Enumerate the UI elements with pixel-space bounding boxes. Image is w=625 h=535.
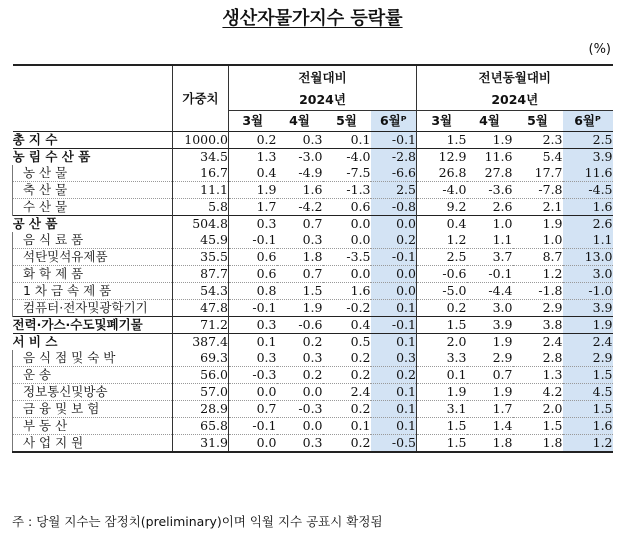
weight-cell: 387.4 [173,334,229,351]
mom-cell: -2.8 [371,149,417,166]
mom-cell: 0.3 [371,350,417,367]
mom-cell: 0.6 [229,266,277,283]
yoy-cell: 4.2 [513,384,563,401]
mom-cell: 0.1 [371,300,417,317]
weight-cell: 16.7 [173,165,229,182]
mom-cell: -0.1 [229,300,277,317]
yoy-cell: 11.6 [563,165,613,182]
mom-cell: 0.2 [323,350,371,367]
mom-cell: 1.6 [323,283,371,300]
yoy-cell: 2.9 [563,350,613,367]
yoy-cell: 0.7 [467,367,513,384]
yoy-cell: 1.5 [513,418,563,435]
mom-cell: 0.0 [371,266,417,283]
table-row [13,367,613,384]
yoy-cell: 2.6 [563,216,613,233]
table-row [13,165,613,182]
mom-cell: 0.4 [350,317,371,332]
mom-cell: -0.5 [371,435,417,453]
row-label: 수 산 물 [13,199,173,216]
yoy-cell: -0.6 [417,266,467,283]
yoy-cell: 3.0 [563,266,613,283]
yoy-cell: 1.5 [417,132,467,149]
mom-cell: 0.3 [229,317,277,334]
yoy-cell: 1.6 [563,418,613,435]
mom-cell: -0.3 [277,401,323,418]
yoy-cell: 3.0 [492,300,513,315]
mom-cell: 0.0 [350,216,371,231]
mom-cell: 0.3 [302,435,323,450]
weight-cell: 31.9 [173,435,229,453]
table-row [13,435,613,453]
mom-cell: -0.1 [229,418,277,435]
mom-cell: 0.3 [229,350,277,367]
table-row [13,418,613,435]
yoy-cell: 1.9 [563,317,613,334]
mom-cell: 0.1 [371,384,417,401]
mom-cell: 0.5 [350,334,371,349]
yoy-cell: 13.0 [563,249,613,266]
yoy-cell: 1.2 [563,435,613,453]
yoy-cell: 3.9 [563,300,613,317]
yoy-cell: -4.0 [417,182,467,199]
table-row [13,249,613,266]
row-label: 석탄및석유제품 [13,249,173,266]
mom-cell: -3.5 [323,249,371,266]
mom-cell: -0.8 [371,199,417,216]
price-index-table [12,64,613,453]
yoy-cell: 1.5 [563,367,613,384]
mom-cell: 0.0 [323,266,371,283]
yoy-cell: 0.2 [417,300,467,317]
yoy-cell: 1.6 [563,199,613,216]
table-row [13,384,613,401]
table-body [13,132,613,453]
yoy-cell: 1.5 [417,317,467,334]
mom-cell: 0.0 [229,384,277,401]
mom-cell: -4.2 [298,199,323,214]
header-blank [13,65,173,132]
header-weight: 가중치 [173,65,229,132]
footnote: 주 : 당월 지수는 잠정치(preliminary)이며 익월 지수 공표시 확정됨 [12,514,383,529]
mom-cell: 0.1 [323,418,371,435]
mom-cell: 0.1 [350,132,371,147]
mom-cell: -4.9 [277,165,323,182]
yoy-cell: 5.4 [542,149,563,164]
weight-cell: 504.8 [173,216,229,233]
mom-cell: 0.6 [229,249,277,266]
mom-cell: 2.4 [323,384,371,401]
mom-cell: 0.2 [277,367,323,384]
mom-cell: 0.0 [277,384,323,401]
yoy-cell: -1.8 [513,283,563,300]
table-row [13,232,613,249]
row-label: 농 림 수 산 품 [12,149,91,164]
mom-cell: 0.3 [277,350,323,367]
mom-cell: 0.2 [323,367,371,384]
mom-cell: 0.8 [229,283,277,300]
yoy-cell: 1.2 [417,232,467,249]
mom-cell: 0.2 [229,132,277,149]
yoy-cell: 1.4 [467,418,513,435]
header-month: 3월 [229,111,277,132]
mom-cell: 0.7 [229,401,277,418]
unit-label: (%) [588,42,611,57]
yoy-cell: 1.0 [513,232,563,249]
mom-cell: 0.2 [371,367,417,384]
yoy-cell: 1.2 [513,266,563,283]
header-month: 5월 [336,113,357,128]
yoy-cell: 2.8 [513,350,563,367]
mom-cell: -4.0 [346,149,371,164]
mom-cell: 0.3 [302,132,323,147]
yoy-cell: 1.5 [417,435,467,453]
mom-cell: 0.2 [323,401,371,418]
yoy-cell: 1.8 [542,435,563,450]
mom-cell: 1.6 [277,182,323,199]
mom-cell: -0.3 [229,367,277,384]
yoy-cell: 2.9 [542,300,563,315]
weight-cell: 54.3 [173,283,229,300]
yoy-cell: 0.1 [417,367,467,384]
yoy-cell: -5.0 [417,283,467,300]
header-year-yoy: 2024년 [417,90,613,111]
weight-cell: 87.7 [173,266,229,283]
row-label: 공 산 품 [12,216,58,231]
weight-cell: 56.0 [173,367,229,384]
weight-cell: 65.8 [173,418,229,435]
yoy-cell: 2.0 [513,401,563,418]
mom-cell: 0.2 [350,435,371,450]
mom-cell: 0.6 [350,199,371,214]
table-row [13,216,613,233]
yoy-cell: 1.9 [467,384,513,401]
mom-cell: 0.0 [371,216,417,233]
mom-cell: -0.2 [346,300,371,315]
yoy-cell: 3.3 [417,350,467,367]
row-label: 금 융 및 보 험 [13,401,173,418]
row-label: 전력·가스·수도및폐기물 [12,317,143,332]
mom-cell: -3.0 [298,149,323,164]
row-label: 음 식 료 품 [13,232,173,249]
yoy-cell: 1.1 [563,232,613,249]
yoy-cell: 3.9 [563,149,613,166]
mom-cell: 0.3 [277,232,323,249]
mom-cell: 2.5 [371,182,417,199]
table-header [13,65,613,132]
mom-cell: 0.1 [229,334,277,351]
row-label: 사 업 지 원 [13,435,173,453]
weight-cell: 57.0 [173,384,229,401]
mom-cell: -7.5 [323,165,371,182]
yoy-cell: 4.5 [563,384,613,401]
yoy-cell: 0.4 [417,216,467,233]
mom-cell: 0.1 [371,334,417,351]
weight-cell: 34.5 [173,149,229,166]
weight-cell: 35.5 [173,249,229,266]
table-row [13,182,613,199]
weight-cell: 1000.0 [173,132,229,149]
mom-cell: 0.2 [371,232,417,249]
mom-cell: 1.9 [302,300,323,315]
mom-cell: 1.8 [277,249,323,266]
yoy-cell: -3.6 [467,182,513,199]
yoy-cell: -4.4 [467,283,513,300]
yoy-cell: 2.5 [417,249,467,266]
yoy-cell: 1.5 [417,418,467,435]
mom-cell: 0.0 [371,283,417,300]
yoy-cell: 1.7 [467,401,513,418]
mom-cell: 0.0 [323,232,371,249]
mom-cell: 0.1 [371,418,417,435]
row-label: 축 산 물 [13,182,173,199]
yoy-cell: 3.9 [492,317,513,332]
table-row [13,149,613,166]
yoy-cell: 1.5 [563,401,613,418]
table-row [13,300,613,317]
table-row [13,334,613,351]
table-row [13,401,613,418]
yoy-cell: 2.1 [542,199,563,214]
mom-cell: -1.3 [323,182,371,199]
mom-cell: 0.0 [277,418,323,435]
header-month: 4월 [289,113,310,128]
yoy-cell: -7.8 [513,182,563,199]
header-yoy: 전년동월대비 [417,65,613,90]
yoy-cell: 2.3 [542,132,563,147]
header-month: 6월ᴾ [563,111,613,132]
header-month: 4월 [479,113,500,128]
table-row [13,317,613,334]
yoy-cell: 1.9 [542,216,563,231]
mom-cell: -0.1 [229,232,277,249]
yoy-cell: 11.6 [484,149,513,164]
mom-cell: 0.7 [302,216,323,231]
header-mom: 전월대비 [229,65,417,90]
mom-cell: 0.4 [229,165,277,182]
mom-cell: 0.0 [229,435,277,453]
header-month: 3월 [417,111,467,132]
yoy-cell: 8.7 [513,249,563,266]
row-label: 1 차 금 속 제 품 [13,283,173,300]
header-month: 6월ᴾ [371,111,417,132]
mom-cell: -6.6 [371,165,417,182]
yoy-cell: -4.5 [563,182,613,199]
weight-cell: 71.2 [173,317,229,334]
row-label: 컴퓨터·전자및광학기기 [13,300,173,317]
yoy-cell: 2.6 [492,199,513,214]
yoy-cell: 1.9 [492,132,513,147]
table-row [13,283,613,300]
yoy-cell: 1.1 [467,232,513,249]
header-year-mom: 2024년 [229,90,417,111]
mom-cell: 1.9 [229,182,277,199]
yoy-cell: 2.4 [542,334,563,349]
mom-cell: 0.7 [277,266,323,283]
yoy-cell: 1.3 [513,367,563,384]
yoy-cell: 12.9 [417,149,467,166]
yoy-cell: -0.1 [467,266,513,283]
table-row [13,199,613,216]
yoy-cell: 3.8 [542,317,563,332]
weight-cell: 11.1 [173,182,229,199]
mom-cell: 1.5 [277,283,323,300]
weight-cell: 28.9 [173,401,229,418]
yoy-cell: 2.4 [563,334,613,351]
yoy-cell: -1.0 [563,283,613,300]
row-label: 서 비 스 [12,334,58,349]
yoy-cell: 2.5 [563,132,613,149]
mom-cell: -0.1 [371,317,417,334]
yoy-cell: 27.8 [467,165,513,182]
yoy-cell: 3.1 [417,401,467,418]
mom-cell: 0.3 [229,216,277,233]
mom-cell: -0.1 [371,132,417,149]
weight-cell: 69.3 [173,350,229,367]
yoy-cell: 17.7 [513,165,563,182]
weight-cell: 45.9 [173,232,229,249]
header-month: 5월 [527,113,548,128]
table-title: 생산자물가지수 등락률 [222,8,403,29]
yoy-cell: 9.2 [417,199,467,216]
row-label: 총 지 수 [12,132,58,147]
row-label: 정보통신및방송 [13,384,173,401]
row-label: 운 송 [13,367,173,384]
row-label: 음 식 점 및 숙 박 [13,350,173,367]
mom-cell: 1.7 [229,199,277,216]
yoy-cell: 3.7 [467,249,513,266]
mom-cell: 0.1 [371,401,417,418]
mom-cell: 1.3 [229,149,277,166]
table-row [13,132,613,149]
yoy-cell: 2.0 [417,334,467,351]
yoy-cell: 1.9 [417,384,467,401]
yoy-cell: 2.9 [467,350,513,367]
mom-cell: -0.6 [298,317,323,332]
yoy-cell: 1.9 [492,334,513,349]
yoy-cell: 1.8 [492,435,513,450]
weight-cell: 5.8 [173,199,229,216]
yoy-cell: 26.8 [417,165,467,182]
table-row [13,266,613,283]
table-row [13,350,613,367]
yoy-cell: 1.0 [492,216,513,231]
row-label: 부 동 산 [13,418,173,435]
weight-cell: 47.8 [173,300,229,317]
mom-cell: -0.1 [371,249,417,266]
row-label: 화 학 제 품 [13,266,173,283]
mom-cell: 0.2 [302,334,323,349]
row-label: 농 산 물 [13,165,173,182]
